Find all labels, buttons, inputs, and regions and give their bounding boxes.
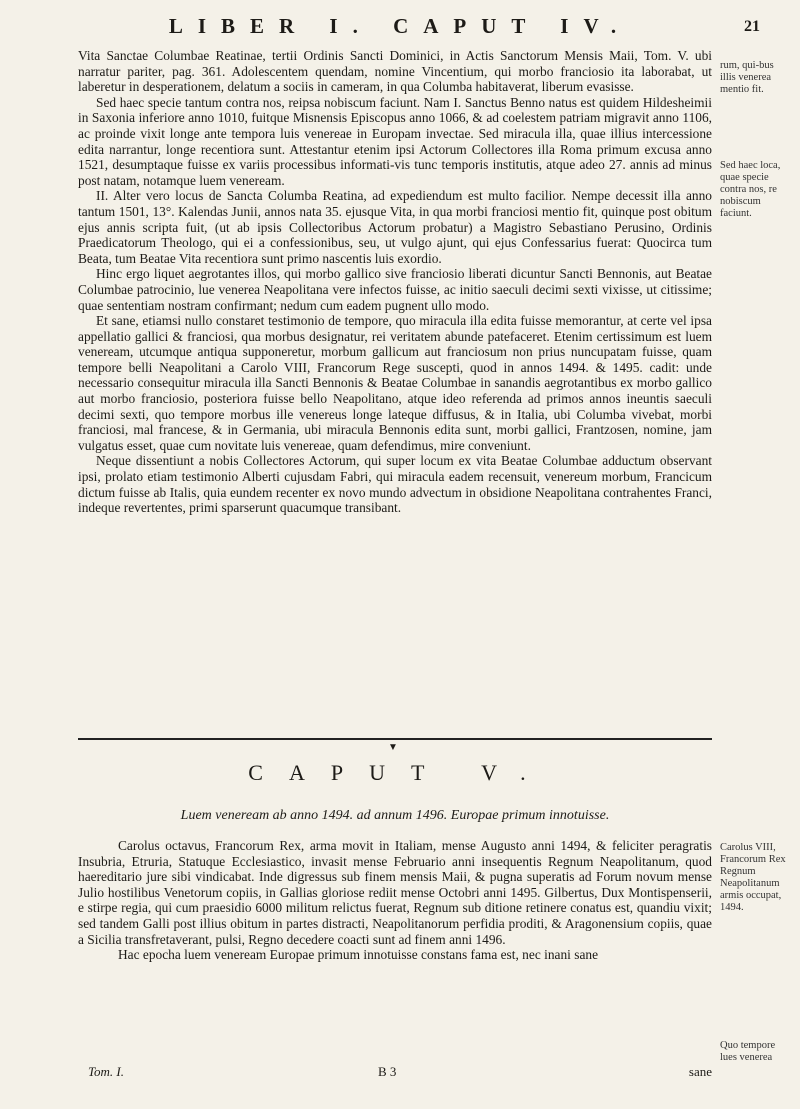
- signature-mark: B 3: [378, 1064, 397, 1079]
- paragraph: Sed haec specie tantum contra nos, reipsa nobiscum faciunt. Nam I. Sanctus Benno natus est quidem Hildesheimii in Saxonia inferiore anno 1010, fuitque Misnensis Episcopus anno 1066, & ad coelestem patriam migravit anno 1106, ac proinde vixit longe ante tempora luis venereae in Europam invectae. Sed miracula illa, quae illius intercessione edita narrantur, longe recentiora sunt. Attestantur etenim ipsi Actorum Collectores illa Roma primum excusa anno 1521, desumptaque fuisse ex variis processibus informati-vis tunc temporis institutis, atque adeo 27. annis ad minus post natam, notamque luem veneream.: [78, 94, 712, 188]
- running-title: LIBER I. CAPUT IV.: [168, 14, 632, 38]
- chapter-heading: CAPUT V.: [248, 760, 552, 785]
- paragraph: Carolus octavus, Francorum Rex, arma movit in Italiam, mense Augusto anni 1494, & feliciter peragratis Insubria, Etruria, Statuque Ecclesiastico, invasit mense Februario anni insequentis Regnum Neapolitanum, quod haereditario jure sibi vindicabat. Inde digressus sub finem mensis Maii, & pugna superatis ad Forum novum mense Julio hostilibus Venetorum copiis, in Gallias gloriose rediit mense Octobri anni 1495. Gilbertus, Dux Montispenserii, e stirpe regia, qui cum praesidio 6000 militum relictus fuerat, Regnum sub ditione retinere conatus est, quandiu vixit; sed tandem Galli post illius obitum in partes distracti, Neapolitanorum perfidia proditi, & Aragonensium copiis, quae a Sicilia transfretaverant, pulsi, Regno decedere coacti sunt ad finem anni 1496.: [78, 838, 712, 947]
- paragraph: Hac epocha luem veneream Europae primum innotuisse constans fama est, nec inani sane: [118, 947, 599, 963]
- margin-note: Carolus VIII, Francorum Rex Regnum Neapolitanum armis occupat, 1494.: [720, 842, 786, 913]
- paragraph: Neque dissentiunt a nobis Collectores Actorum, qui super locum ex vita Beatae Columbae adductum observant ipsi, prolato etiam testimonio Alberti cujusdam Fabri, qui miracula eadem recensuit, venereum morbum, Francicum dictum fuisse ab Italis, quia eundem recenter ex novo mundo advectum in obsidione Neapolitana contrahentes Franci, indeque revertentes, primi sparserunt quacumque transibant.: [78, 453, 712, 516]
- volume-mark: Tom. I.: [88, 1064, 125, 1079]
- margin-note: Quo tempore lues venerea: [720, 1040, 776, 1063]
- chapter-text: [78, 838, 712, 963]
- main-text: [78, 48, 712, 516]
- paragraph: Et sane, etiamsi nullo constaret testimonio de tempore, quo miracula illa edita fuisse memorantur, at certe vel ipsa appellatio gallici & franciosi, qua morbus designatur, rei veritatem abunde patefaceret. Etenim certissimum est luem veneream, utcumque antiqua supponeretur, morbum gallicum aut franciosum non prius nuncupatam fuisse, quam tempore belli Neapolitani a Carolo VIII, Francorum Rege suscepti, quod in annos 1494. & 1495. cadit: unde necessario consequitur miracula illa Sancti Bennonis & Beatae Columbae in sanandis aegrotantibus ex morbo gallico aut morbo franciosio, posteriora fuisse bello Neapolitano, atque ideo referenda ad primos annos ineuntis saeculi decimi sexti, quo tempore morbus ille venereus longe lateque diffusus, & in Italia, ubi Columba vivebat, morbi franciosi, mal francese, & in Germania, ubi miracula Bennonis edita sunt, morbi gallici, Frantzosen, nomine, jam vulgatus esset, quae cum novitate luis venereae, quam defendimus, mire conveniunt.: [78, 313, 712, 453]
- paragraph: Hinc ergo liquet aegrotantes illos, qui morbo gallico sive franciosio liberati dicuntur Sancti Bennonis, aut Beatae Columbae patrocinio, lue venerea Neapolitana vere infectos fuisse, ac initio saeculi decimi sexti vixisse, ut citissime; quae sententiam nostram confirmant; nedum cum eadem pugnent ullo modo.: [78, 266, 712, 313]
- catchword: sane: [688, 1064, 712, 1079]
- margin-note: Sed haec loca, quae specie contra nos, re nobiscum faciunt.: [720, 160, 781, 219]
- paragraph: II. Alter vero locus de Sancta Columba Reatina, ad expediendum est multo facilior. Nempe decessit illa anno tantum 1501, 13°. Kalendas Junii, annos nata 35. ejusque Vita, in qua morbi franciosi mentio fit, quinque post obitum ejus annis scripta fuit, (ut ab ipsis Collectoribus Actorum probatur) a Magistro Sebastiano Perusino, Ordinis Praedicatorum Theologo, qui ei a confessionibus, seu, ut vulgo ajunt, qui ejus Confessarius fuerat: Quocirca tum Beata, tum Beatae Vita recentiora sunt primo nascentis luis exordio.: [78, 188, 712, 266]
- ornament-icon: ▼: [388, 742, 398, 753]
- page-number: 21: [744, 18, 760, 35]
- running-head: [0, 14, 800, 44]
- paragraph: Vita Sanctae Columbae Reatinae, tertii Ordinis Sancti Dominici, in Actis Sanctorum Mensis Maii, Tom. V. ubi narratur pariter, pag. 361. Adolescentem quendam, nomine Vincentium, qui morbo franciosio ita laborabat, ut laberetur in desperationem, delatum a sociis in cameram, in qua Columba habitaverat, liberum evasisse.: [78, 48, 712, 95]
- section-rule: [78, 738, 712, 740]
- margin-note: rum, qui-bus illis venerea mentio fit.: [720, 60, 774, 95]
- page-footer: [78, 1064, 712, 1082]
- chapter-subtitle: Luem veneream ab anno 1494. ad annum 1496. Europae primum innotuisse.: [180, 808, 610, 823]
